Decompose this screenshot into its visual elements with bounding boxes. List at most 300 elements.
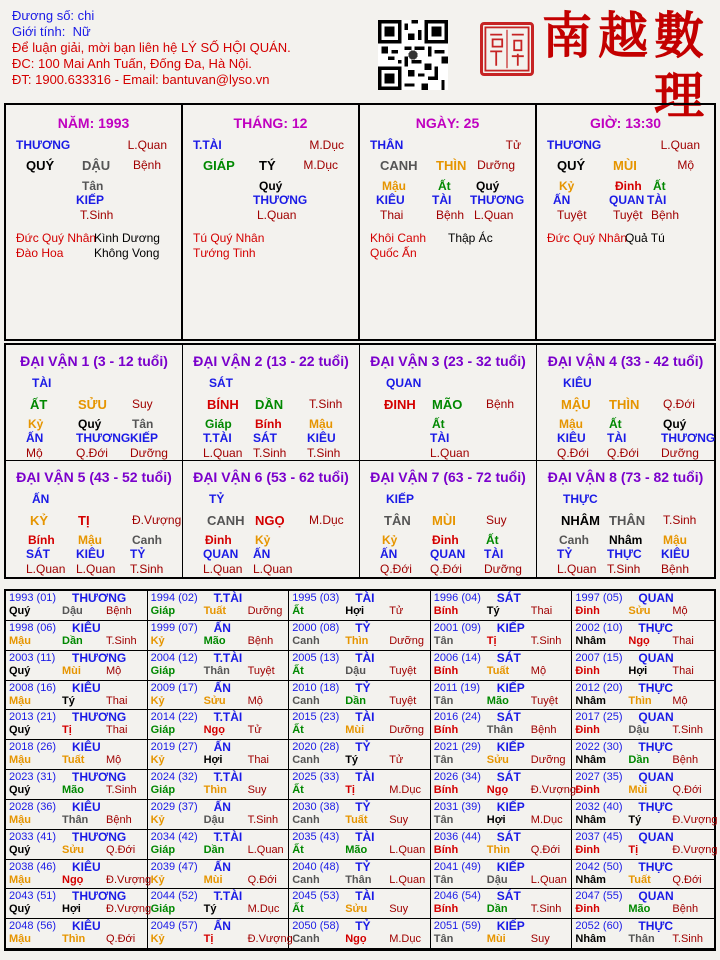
year-stem: Canh [292,634,320,647]
year-branch: Tuất [628,873,651,886]
dai-van-8 [537,461,714,577]
year-stage: Mộ [530,664,547,677]
year-branch: Mão [203,634,226,647]
year-ten-god: KIẾP [496,680,525,695]
dai-van-stem: ĐINH [384,397,416,412]
year-stage: Tuyệt [530,694,558,707]
year-ten-god: THƯƠNG [72,770,127,784]
year-branch: Sửu [203,694,226,707]
year-stem: Quý [9,903,31,916]
year-label: 2002 (10) [575,621,623,634]
dai-van-hidden-stage: Q.Đới [607,446,639,460]
dai-van-hidden-stem: Kỷ [28,417,44,431]
dai-van-hidden-stem: Canh [132,533,162,547]
year-branch: Sửu [345,903,368,916]
dai-van-stage: Q.Đới [663,397,695,411]
year-ten-god: ẤN [213,620,231,635]
year-stage: Q.Đới [247,873,277,886]
year-label: 2033 (41) [9,830,57,843]
year-ten-god: T.TÀI [213,889,243,904]
year-branch: Ngọ [62,873,84,886]
pillar-title: NĂM: 1993 [57,115,130,131]
dai-van-hidden-ten-god: SÁT [253,431,277,445]
year-label: 2032 (40) [575,800,623,813]
year-ten-god: THƯƠNG [72,829,127,844]
dai-van-stem: CANH [207,513,245,528]
year-stem: Đinh [575,605,600,617]
qr-code-icon[interactable] [378,20,448,90]
year-cell [6,651,148,681]
year-branch: Dần [345,694,366,707]
star-label: Tú Quý Nhân [193,231,265,245]
year-stem: Ất [292,664,304,677]
year-label: 2045 (53) [292,890,340,903]
year-cell [289,860,431,890]
year-stem: Đinh [575,724,600,737]
year-stem: Giáp [150,664,176,677]
year-label: 2049 (57) [150,920,198,933]
year-stage: M.Dục [389,784,421,796]
year-stem: Giáp [150,784,176,796]
year-cell [572,919,714,949]
year-cell [431,770,576,800]
year-cell [289,830,431,860]
hidden-ten-god: KIẾP [76,193,105,207]
star-label: Tướng Tinh [193,246,256,260]
year-label: 1995 (03) [292,592,340,604]
dai-van-hidden-stage: L.Quan [26,562,66,576]
year-branch: Tị [62,724,72,737]
dai-van-branch: DẦN [255,397,284,412]
year-stage: Tử [389,754,404,767]
year-label: 2034 (42) [150,830,198,843]
year-stage: Dưỡng [389,634,424,647]
year-ten-god: THỰC [638,620,674,635]
year-stem: Bính [433,843,459,856]
year-label: 2020 (28) [292,741,340,754]
year-cell [148,740,290,770]
year-cell [6,800,148,830]
dai-van-hidden-stage: T.Sinh [130,562,164,576]
dai-van-hidden-stage: T.Sinh [307,446,341,460]
year-cell [431,860,573,890]
year-cell [431,740,573,770]
year-cell [148,919,293,949]
dai-van-7 [360,461,537,577]
year-label: 2021 (29) [433,741,481,754]
hidden-stage: Tuyệt [557,208,587,222]
hidden-stem: Ất [438,179,451,193]
year-ten-god: THỰC [638,859,674,874]
year-ten-god: TÀI [355,710,375,725]
year-stage: Đ.Vượng [672,813,718,826]
year-label: 2013 (21) [9,711,57,724]
year-branch: Mùi [62,664,81,677]
year-stage: Tử [389,605,404,617]
dai-van-ten-god: TÀI [32,376,52,390]
year-ten-god: TỶ [355,859,371,874]
dai-van-stem: NHÂM [561,513,600,528]
phone-email-line[interactable]: ĐT: 1900.633316 - Email: bantuvan@lyso.vn [12,72,270,87]
dai-van-stem: ẤT [30,397,48,412]
year-stem: Nhâm [575,933,606,946]
year-cell [289,681,431,711]
yearly-luck-table [4,589,716,951]
dai-van-ten-god: TỶ [209,492,225,506]
dai-van-hidden-stem: Ất [432,417,445,431]
hidden-stem: Quý [259,179,283,193]
year-stage: Dưỡng [247,605,283,617]
hidden-ten-god: KIÊU [376,193,405,207]
gender-line [12,24,372,40]
year-branch: Tị [486,634,497,647]
year-stem: Đinh [575,903,600,916]
year-branch: Tý [628,813,642,826]
dai-van-branch: SỬU [78,397,107,412]
year-branch: Mùi [486,933,506,946]
year-stage: Bệnh [530,724,557,737]
dai-van-hidden-stage: T.Sinh [253,446,287,460]
hidden-stage: L.Quan [474,208,514,222]
year-label: 1997 (05) [575,592,623,604]
year-branch: Tị [345,784,355,796]
year-ten-god: TÀI [355,770,375,784]
year-ten-god: KIÊU [72,740,101,755]
year-stage: Tuyệt [389,664,417,677]
year-cell [148,830,290,860]
year-label: 2035 (43) [292,830,340,843]
hidden-stage: Bệnh [436,208,465,222]
pillar-life-stage: Dưỡng [477,158,515,172]
year-label: 2018 (26) [9,741,57,754]
hidden-stage: T.Sinh [80,208,114,222]
year-cell [572,651,714,681]
year-stage: Bệnh [672,754,699,767]
year-branch: Sửu [486,754,509,767]
dai-van-hidden-stem: Mậu [663,533,687,547]
hidden-ten-god: TÀI [432,193,452,207]
year-label: 1999 (07) [150,621,198,634]
year-cell [289,919,431,949]
dai-van-hidden-stem: Kỷ [382,533,398,547]
year-cell [572,860,714,890]
dai-van-title: ĐẠI VẬN 4 (33 - 42 tuổi) [547,353,704,369]
year-label: 2003 (11) [9,651,56,664]
dai-van-ten-god: THỰC [563,492,598,506]
dai-van-hidden-ten-god: TỶ [130,547,146,561]
year-stem: Tân [433,873,454,886]
year-ten-god: QUAN [638,770,674,784]
year-branch: Thân [345,873,372,886]
year-ten-god: THƯƠNG [72,889,127,904]
year-stem: Canh [292,933,320,946]
year-branch: Mùi [203,873,223,886]
year-stage: Bệnh [106,605,132,617]
year-cell [572,799,718,830]
pillar-branch: TÝ [259,158,276,173]
year-stem: Đinh [575,664,600,677]
year-branch: Tý [203,903,217,916]
year-ten-god: SÁT [496,591,521,605]
year-stem: Bính [433,724,459,737]
year-stem: Tân [433,813,454,826]
year-cell [572,889,714,919]
year-branch: Mùi [345,724,365,737]
hidden-stem: Mậu [382,179,406,193]
dai-van-hidden-stage: Q.Đới [430,562,462,576]
year-branch: Dần [62,634,83,647]
dai-van-table [4,343,716,579]
year-stage: L.Quan [530,873,567,886]
year-stage: T.Sinh [672,724,703,737]
year-ten-god: KIÊU [72,620,101,635]
year-ten-god: QUAN [638,829,674,844]
year-stage: Q.Đới [106,843,136,856]
year-branch: Dần [486,903,508,916]
dai-van-hidden-stem: Đinh [432,533,459,547]
dai-van-hidden-stage: Q.Đới [557,446,589,460]
dai-van-hidden-stem: Canh [559,533,589,547]
hidden-stem: Tân [82,179,104,193]
year-label: 2028 (36) [9,800,57,813]
dai-van-stage: Bệnh [486,397,515,411]
year-stage: Q.Đới [672,784,702,796]
dai-van-title: ĐẠI VẬN 2 (13 - 22 tuổi) [193,353,349,369]
year-cell [148,651,290,681]
dai-van-hidden-ten-god: QUAN [430,547,466,561]
year-label: 1993 (01) [9,592,57,604]
year-label: 2036 (44) [433,830,481,843]
dai-van-hidden-stem: Giáp [205,417,232,431]
year-ten-god: KIẾP [496,799,525,814]
year-label: 2019 (27) [150,741,198,754]
year-cell [572,770,714,800]
year-stage: Dưỡng [530,754,566,767]
year-ten-god: TỶ [355,680,371,695]
year-ten-god: THỰC [638,740,674,755]
year-branch: Tý [486,605,500,617]
pillar-stage: L.Quan [660,138,700,152]
year-branch: Dậu [62,605,83,617]
year-label: 2044 (52) [150,890,198,903]
year-label: 2012 (20) [575,681,623,694]
year-cell [572,681,714,711]
dai-van-hidden-stem: Ất [486,533,499,547]
year-label: 2009 (17) [150,681,198,694]
year-branch: Ngọ [486,784,509,796]
dai-van-branch: THÌN [609,397,640,412]
year-ten-god: T.TÀI [213,710,243,725]
dai-van-branch: THÂN [609,513,646,528]
dai-van-6 [183,461,360,577]
year-cell [148,800,290,830]
year-label: 2051 (59) [433,920,481,933]
year-cell [148,860,290,890]
year-stem: Giáp [150,843,176,856]
year-stage: Đ.Vượng [106,903,152,916]
dai-van-hidden-stage: Dưỡng [130,446,168,460]
year-cell [289,621,431,651]
dai-van-title: ĐẠI VẬN 1 (3 - 12 tuổi) [20,353,168,369]
dai-van-ten-god: KIÊU [563,376,592,390]
dai-van-hidden-ten-god: TỶ [557,547,573,561]
dai-van-hidden-stage: Q.Đới [76,446,108,460]
dai-van-title: ĐẠI VẬN 3 (23 - 32 tuổi) [370,353,526,369]
dai-van-hidden-stage: L.Quan [253,562,293,576]
year-cell [431,681,573,711]
year-ten-god: ẤN [213,799,231,814]
year-branch: Dậu [628,724,650,737]
year-cell [148,621,290,651]
year-label: 2010 (18) [292,681,340,694]
year-stem: Kỷ [150,813,165,826]
dai-van-title: ĐẠI VẬN 8 (73 - 82 tuổi) [547,469,704,485]
year-label: 2026 (34) [433,771,481,783]
year-stem: Kỷ [150,754,165,767]
year-stem: Canh [292,754,320,767]
year-stage: Tuyệt [247,664,275,677]
dai-van-stage: T.Sinh [309,397,343,411]
year-stage: Thai [672,634,694,647]
year-ten-god: ẤN [213,740,231,755]
year-cell [6,770,148,800]
year-branch: Hợi [62,903,81,916]
dai-van-hidden-ten-god: KIÊU [307,431,336,445]
year-branch: Hợi [203,754,223,767]
year-stem: Quý [9,843,31,856]
year-label: 2047 (55) [575,890,623,903]
pillar-ten-god: THƯƠNG [547,138,602,152]
dai-van-2 [183,345,360,461]
year-branch: Hợi [486,813,506,826]
year-label: 2023 (31) [9,771,57,783]
hidden-ten-god: ẤN [553,193,571,207]
year-stage: Mộ [106,754,122,767]
year-cell [148,889,290,919]
year-ten-god: TÀI [355,889,375,904]
year-label: 2039 (47) [150,860,198,873]
year-label: 2007 (15) [575,651,623,664]
address-line: ĐC: 100 Mai Anh Tuấn, Đống Đa, Hà Nội. [12,56,252,71]
dai-van-hidden-ten-god: TÀI [607,431,627,445]
year-ten-god: TỶ [355,740,371,755]
year-label: 2029 (37) [150,800,198,813]
dai-van-stage: Suy [132,397,153,411]
year-label: 2037 (45) [575,830,623,843]
year-cell [6,919,148,949]
year-branch: Thân [628,933,655,946]
year-cell [6,830,148,860]
dai-van-branch: MÙI [432,513,456,528]
year-ten-god: QUAN [638,710,674,725]
year-cell [289,800,431,830]
owner-line: Đương số: chi [12,8,95,23]
year-branch: Dần [628,754,650,767]
year-cell [431,651,573,681]
year-cell [431,710,573,740]
year-stem: Ất [292,903,304,916]
dai-van-hidden-ten-god: ẤN [380,547,398,561]
year-label: 2001 (09) [433,621,481,634]
year-label: 2014 (22) [150,711,198,724]
hidden-ten-god: TÀI [647,193,667,207]
year-branch: Thân [486,724,514,737]
hidden-stage: Tuyệt [613,208,643,222]
year-ten-god: KIẾP [496,919,525,934]
year-cell [148,681,290,711]
year-stem: Mậu [9,694,31,707]
pillar-stem: QUÝ [557,158,586,173]
dai-van-hidden-stage: Dưỡng [661,446,699,460]
dai-van-stage: T.Sinh [663,513,697,527]
year-stage: Mộ [672,605,688,617]
year-branch: Mão [62,784,84,796]
year-branch: Thìn [486,843,511,856]
dai-van-hidden-stage: L.Quan [557,562,597,576]
year-branch: Thìn [62,933,86,946]
pillar-2 [360,105,537,339]
year-branch: Tý [62,694,75,707]
dai-van-hidden-stage: L.Quan [203,446,243,460]
year-cell [6,859,152,890]
year-ten-god: TÀI [355,650,375,665]
star-label: Đào Hoa [16,246,64,260]
year-branch: Tuất [345,813,368,826]
year-stage: M.Dục [389,933,421,946]
year-branch: Tý [345,754,359,767]
dai-van-3 [360,345,537,461]
dai-van-hidden-ten-god: KIẾP [130,431,159,445]
year-label: 1994 (02) [150,592,198,604]
year-ten-god: KIÊU [72,680,101,695]
year-label: 2043 (51) [9,890,57,903]
dai-van-ten-god: ẤN [32,492,50,506]
year-branch: Tuất [203,605,226,617]
year-branch: Ngọ [628,634,650,647]
year-branch: Dậu [345,664,366,677]
pillar-life-stage: Bệnh [132,158,161,172]
dai-van-hidden-ten-god: SÁT [26,547,50,561]
year-branch: Dần [203,843,225,856]
dai-van-hidden-ten-god: QUAN [203,547,239,561]
pillar-stage: M.Dục [309,138,344,152]
year-branch: Mùi [628,784,648,796]
year-label: 2050 (58) [292,920,340,933]
year-stage: Bệnh [672,903,699,916]
year-cell [572,710,714,740]
year-ten-god: THƯƠNG [72,710,127,725]
year-branch: Thìn [628,694,652,707]
year-stem: Nhâm [575,873,606,886]
dai-van-branch: NGỌ [255,513,285,528]
dai-van-hidden-stage: L.Quan [76,562,116,576]
year-stage: Dưỡng [389,724,424,737]
year-stage: T.Sinh [106,784,137,796]
dai-van-stem: KỶ [30,513,49,528]
year-branch: Dậu [486,873,508,886]
year-stage: Suy [389,813,409,826]
year-cell [431,830,573,860]
dai-van-ten-god: KIẾP [386,492,415,506]
pillar-life-stage: M.Dục [303,158,338,172]
dai-van-hidden-stage: L.Quan [430,446,470,460]
header [12,8,372,88]
brand-logo: 南越數理 [542,6,710,125]
year-label: 2006 (14) [433,651,481,664]
pillar-stem: GIÁP [203,158,235,173]
year-stem: Nhâm [575,813,606,826]
dai-van-hidden-stage: Q.Đới [380,562,412,576]
